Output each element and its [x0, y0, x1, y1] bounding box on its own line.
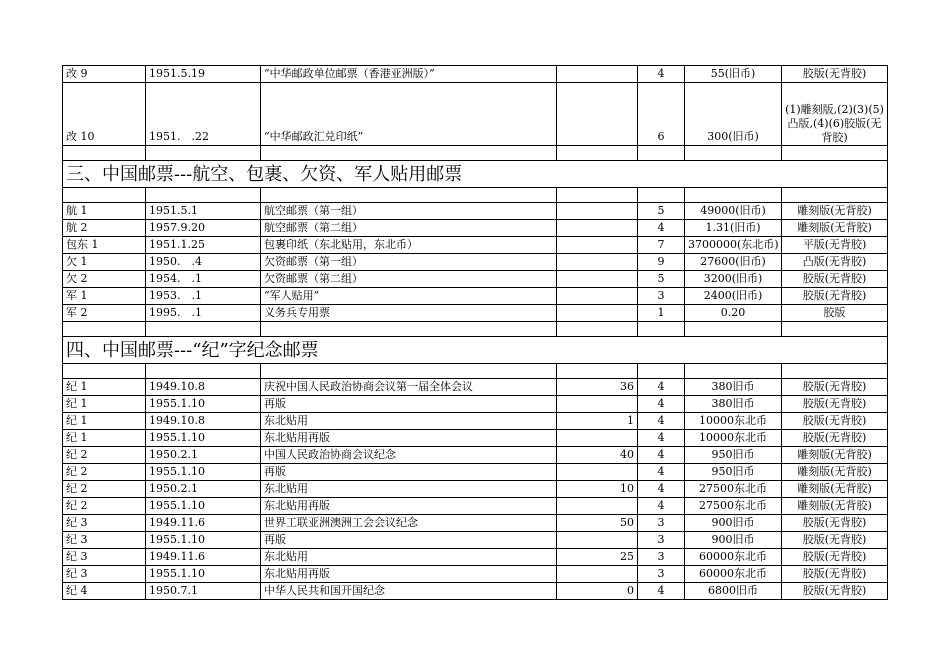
empty-cell [146, 364, 261, 379]
section-heading: 四、中国邮票---“纪”字纪念邮票 [63, 337, 888, 364]
table-row [63, 532, 888, 549]
quantity-cell [557, 288, 638, 305]
printing-method-cell: (1)雕刻版,(2)(3)(5)凸版,(4)(6)胶版(无背胶) [782, 83, 888, 146]
printing-method-cell: 胶版(无背胶) [782, 288, 888, 305]
stamp-name-cell: 东北贴用 [261, 413, 557, 430]
table-row [63, 464, 888, 481]
stamp-name-cell: “中华邮政汇兑印纸” [261, 83, 557, 146]
face-value-cell: 900旧币 [685, 515, 782, 532]
stamp-code-cell: 欠 2 [63, 271, 146, 288]
printing-method-cell: 雕刻版(无背胶) [782, 447, 888, 464]
stamp-catalog-table [62, 65, 888, 600]
quantity-cell [557, 203, 638, 220]
issue-date-cell: 1951.5.1 [146, 203, 261, 220]
set-count-cell: 1 [638, 305, 685, 322]
printing-method-cell: 胶版 [782, 305, 888, 322]
printing-method-cell: 胶版(无背胶) [782, 271, 888, 288]
empty-cell [63, 146, 146, 161]
printing-method-cell: 平版(无背胶) [782, 237, 888, 254]
table-row [63, 66, 888, 83]
table-row [63, 254, 888, 271]
stamp-name-cell: 欠资邮票（第一组） [261, 254, 557, 271]
stamp-name-cell: 东北贴用再版 [261, 430, 557, 447]
stamp-name-cell: 中华人民共和国开国纪念 [261, 583, 557, 600]
issue-date-cell: 1955.1.10 [146, 532, 261, 549]
empty-cell [557, 188, 638, 203]
stamp-code-cell: 纪 1 [63, 379, 146, 396]
table-row [63, 413, 888, 430]
face-value-cell: 0.20 [685, 305, 782, 322]
stamp-name-cell: 庆祝中国人民政治协商会议第一届全体会议 [261, 379, 557, 396]
stamp-code-cell: 纪 3 [63, 532, 146, 549]
quantity-cell: 36 [557, 379, 638, 396]
table-row [63, 220, 888, 237]
face-value-cell: 10000东北币 [685, 413, 782, 430]
empty-cell [638, 322, 685, 337]
issue-date-cell: 1955.1.10 [146, 430, 261, 447]
issue-date-cell: 1953. .1 [146, 288, 261, 305]
set-count-cell: 5 [638, 271, 685, 288]
issue-date-cell: 1949.10.8 [146, 413, 261, 430]
set-count-cell: 3 [638, 566, 685, 583]
printing-method-cell: 雕刻版(无背胶) [782, 481, 888, 498]
printing-method-cell: 胶版(无背胶) [782, 515, 888, 532]
set-count-cell: 4 [638, 464, 685, 481]
face-value-cell: 950旧币 [685, 447, 782, 464]
table-row [63, 83, 888, 146]
table-row [63, 203, 888, 220]
issue-date-cell: 1950.2.1 [146, 447, 261, 464]
quantity-cell [557, 532, 638, 549]
stamp-code-cell: 欠 1 [63, 254, 146, 271]
table-row [63, 237, 888, 254]
empty-cell [782, 146, 888, 161]
face-value-cell: 27500东北币 [685, 498, 782, 515]
printing-method-cell: 胶版(无背胶) [782, 66, 888, 83]
table-row [63, 583, 888, 600]
issue-date-cell: 1951. .22 [146, 83, 261, 146]
empty-cell [261, 322, 557, 337]
face-value-cell: 55(旧币) [685, 66, 782, 83]
printing-method-cell: 雕刻版(无背胶) [782, 220, 888, 237]
printing-method-cell: 雕刻版(无背胶) [782, 203, 888, 220]
issue-date-cell: 1954. .1 [146, 271, 261, 288]
stamp-code-cell: 纪 3 [63, 515, 146, 532]
set-count-cell: 3 [638, 549, 685, 566]
quantity-cell: 0 [557, 583, 638, 600]
empty-cell [782, 364, 888, 379]
quantity-cell: 25 [557, 549, 638, 566]
empty-cell [261, 188, 557, 203]
spacer-row [63, 364, 888, 379]
stamp-code-cell: 纪 2 [63, 498, 146, 515]
set-count-cell: 3 [638, 288, 685, 305]
stamp-code-cell: 纪 3 [63, 566, 146, 583]
issue-date-cell: 1951.1.25 [146, 237, 261, 254]
printing-method-cell: 胶版(无背胶) [782, 379, 888, 396]
quantity-cell [557, 430, 638, 447]
empty-cell [638, 364, 685, 379]
face-value-cell: 2400(旧币) [685, 288, 782, 305]
table-row [63, 379, 888, 396]
stamp-name-cell: 东北贴用再版 [261, 498, 557, 515]
quantity-cell [557, 498, 638, 515]
face-value-cell: 300(旧币) [685, 83, 782, 146]
stamp-code-cell: 包东 1 [63, 237, 146, 254]
face-value-cell: 6800旧币 [685, 583, 782, 600]
issue-date-cell: 1995. .1 [146, 305, 261, 322]
printing-method-cell: 胶版(无背胶) [782, 430, 888, 447]
section-heading-row [63, 161, 888, 188]
stamp-code-cell: 纪 4 [63, 583, 146, 600]
issue-date-cell: 1951.5.19 [146, 66, 261, 83]
empty-cell [557, 364, 638, 379]
section-heading-row [63, 337, 888, 364]
printing-method-cell: 胶版(无背胶) [782, 566, 888, 583]
printing-method-cell: 胶版(无背胶) [782, 413, 888, 430]
stamp-name-cell: 包裹印纸（东北贴用，东北币） [261, 237, 557, 254]
spacer-row [63, 146, 888, 161]
empty-cell [63, 188, 146, 203]
stamp-code-cell: 纪 2 [63, 464, 146, 481]
stamp-name-cell: 再版 [261, 532, 557, 549]
stamp-name-cell: 再版 [261, 396, 557, 413]
stamp-name-cell: 东北贴用 [261, 481, 557, 498]
issue-date-cell: 1949.11.6 [146, 515, 261, 532]
set-count-cell: 4 [638, 413, 685, 430]
issue-date-cell: 1949.10.8 [146, 379, 261, 396]
stamp-code-cell: 纪 1 [63, 430, 146, 447]
table-row [63, 430, 888, 447]
empty-cell [261, 146, 557, 161]
quantity-cell [557, 305, 638, 322]
face-value-cell: 900旧币 [685, 532, 782, 549]
set-count-cell: 4 [638, 66, 685, 83]
set-count-cell: 3 [638, 532, 685, 549]
quantity-cell [557, 66, 638, 83]
set-count-cell: 7 [638, 237, 685, 254]
face-value-cell: 3200(旧币) [685, 271, 782, 288]
issue-date-cell: 1955.1.10 [146, 566, 261, 583]
printing-method-cell: 胶版(无背胶) [782, 396, 888, 413]
stamp-code-cell: 纪 1 [63, 413, 146, 430]
empty-cell [146, 146, 261, 161]
table-row [63, 549, 888, 566]
issue-date-cell: 1955.1.10 [146, 396, 261, 413]
quantity-cell [557, 254, 638, 271]
face-value-cell: 1.31(旧币) [685, 220, 782, 237]
face-value-cell: 3700000(东北币) [685, 237, 782, 254]
quantity-cell [557, 83, 638, 146]
stamp-code-cell: 改 10 [63, 83, 146, 146]
empty-cell [782, 188, 888, 203]
empty-cell [638, 146, 685, 161]
quantity-cell [557, 464, 638, 481]
stamp-catalog-body [63, 66, 888, 600]
quantity-cell [557, 271, 638, 288]
stamp-name-cell: 航空邮票（第一组） [261, 203, 557, 220]
set-count-cell: 4 [638, 430, 685, 447]
quantity-cell [557, 396, 638, 413]
empty-cell [63, 322, 146, 337]
stamp-name-cell: 中国人民政治协商会议纪念 [261, 447, 557, 464]
set-count-cell: 6 [638, 83, 685, 146]
face-value-cell: 380旧币 [685, 396, 782, 413]
stamp-code-cell: 纪 3 [63, 549, 146, 566]
empty-cell [146, 188, 261, 203]
quantity-cell: 40 [557, 447, 638, 464]
set-count-cell: 4 [638, 481, 685, 498]
stamp-name-cell: “中华邮政单位邮票（香港亚洲版）” [261, 66, 557, 83]
table-row [63, 447, 888, 464]
set-count-cell: 4 [638, 396, 685, 413]
set-count-cell: 4 [638, 583, 685, 600]
issue-date-cell: 1955.1.10 [146, 498, 261, 515]
printing-method-cell: 胶版(无背胶) [782, 583, 888, 600]
set-count-cell: 4 [638, 498, 685, 515]
stamp-name-cell: 再版 [261, 464, 557, 481]
empty-cell [685, 322, 782, 337]
stamp-code-cell: 军 2 [63, 305, 146, 322]
empty-cell [638, 188, 685, 203]
face-value-cell: 60000东北币 [685, 549, 782, 566]
stamp-name-cell: 欠资邮票（第二组） [261, 271, 557, 288]
face-value-cell: 380旧币 [685, 379, 782, 396]
spacer-row [63, 322, 888, 337]
printing-method-cell: 雕刻版(无背胶) [782, 498, 888, 515]
table-row [63, 271, 888, 288]
printing-method-cell: 雕刻版(无背胶) [782, 464, 888, 481]
stamp-name-cell: 东北贴用再版 [261, 566, 557, 583]
table-row [63, 481, 888, 498]
issue-date-cell: 1950.7.1 [146, 583, 261, 600]
quantity-cell [557, 566, 638, 583]
stamp-name-cell: 东北贴用 [261, 549, 557, 566]
table-row [63, 498, 888, 515]
set-count-cell: 5 [638, 203, 685, 220]
issue-date-cell: 1950.2.1 [146, 481, 261, 498]
issue-date-cell: 1955.1.10 [146, 464, 261, 481]
quantity-cell [557, 237, 638, 254]
printing-method-cell: 凸版(无背胶) [782, 254, 888, 271]
face-value-cell: 49000(旧币) [685, 203, 782, 220]
stamp-code-cell: 改 9 [63, 66, 146, 83]
set-count-cell: 4 [638, 220, 685, 237]
set-count-cell: 3 [638, 515, 685, 532]
table-row [63, 566, 888, 583]
quantity-cell [557, 220, 638, 237]
empty-cell [685, 146, 782, 161]
face-value-cell: 950旧币 [685, 464, 782, 481]
table-row [63, 515, 888, 532]
empty-cell [557, 146, 638, 161]
printing-method-cell: 胶版(无背胶) [782, 532, 888, 549]
quantity-cell: 1 [557, 413, 638, 430]
spacer-row [63, 188, 888, 203]
quantity-cell: 50 [557, 515, 638, 532]
stamp-name-cell: “军人贴用” [261, 288, 557, 305]
stamp-name-cell: 航空邮票（第二组） [261, 220, 557, 237]
face-value-cell: 27600(旧币) [685, 254, 782, 271]
empty-cell [685, 188, 782, 203]
section-heading: 三、中国邮票---航空、包裹、欠资、军人贴用邮票 [63, 161, 888, 188]
set-count-cell: 4 [638, 379, 685, 396]
face-value-cell: 10000东北币 [685, 430, 782, 447]
printing-method-cell: 胶版(无背胶) [782, 549, 888, 566]
empty-cell [685, 364, 782, 379]
quantity-cell: 10 [557, 481, 638, 498]
table-row [63, 288, 888, 305]
empty-cell [63, 364, 146, 379]
stamp-code-cell: 航 1 [63, 203, 146, 220]
issue-date-cell: 1957.9.20 [146, 220, 261, 237]
empty-cell [782, 322, 888, 337]
empty-cell [146, 322, 261, 337]
stamp-code-cell: 纪 2 [63, 447, 146, 464]
table-row [63, 305, 888, 322]
empty-cell [261, 364, 557, 379]
table-row [63, 396, 888, 413]
set-count-cell: 9 [638, 254, 685, 271]
empty-cell [557, 322, 638, 337]
face-value-cell: 27500东北币 [685, 481, 782, 498]
stamp-code-cell: 纪 2 [63, 481, 146, 498]
stamp-code-cell: 纪 1 [63, 396, 146, 413]
issue-date-cell: 1949.11.6 [146, 549, 261, 566]
stamp-code-cell: 军 1 [63, 288, 146, 305]
stamp-name-cell: 世界工联亚洲澳洲工会会议纪念 [261, 515, 557, 532]
set-count-cell: 4 [638, 447, 685, 464]
issue-date-cell: 1950. .4 [146, 254, 261, 271]
face-value-cell: 60000东北币 [685, 566, 782, 583]
stamp-code-cell: 航 2 [63, 220, 146, 237]
stamp-name-cell: 义务兵专用票 [261, 305, 557, 322]
